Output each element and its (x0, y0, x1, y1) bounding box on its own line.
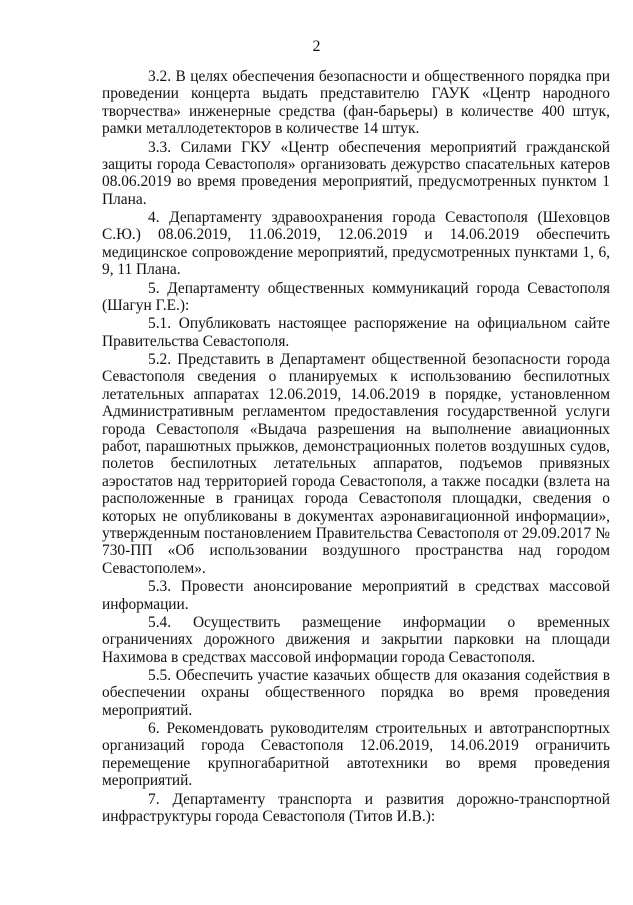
document-body (102, 68, 610, 826)
paragraph-5-1: 5.1. Опубликовать настоящее распоряжение на официальном сайте Правительства Севастополя. (102, 315, 610, 350)
paragraph-3-2: 3.2. В целях обеспечения безопасности и общественного порядка при проведении концерта выдать представителю ГАУК «Центр народного творчества» инженерные средства (фан-барьеры) в количестве 400 штук, рамки металлодетекторов в количестве 14 штук. (102, 68, 610, 138)
paragraph-5: 5. Департаменту общественных коммуникаций города Севастополя (Шагун Г.Е.): (102, 279, 610, 314)
paragraph-5-4: 5.4. Осуществить размещение информации о временных ограничениях дорожного движения и закрытии парковки на площади Нахимова в средствах массовой информации города Севастополя. (102, 613, 610, 666)
page-number: 2 (312, 38, 321, 55)
paragraph-5-2: 5.2. Представить в Департамент общественной безопасности города Севастополя сведения о планируемых к использованию беспилотных летательных аппаратах 12.06.2019, 14.06.2019 в порядке, установленном Административным регламентом предоставления государственной услуги города Севастополя «Выдача разрешения на выполнение авиационных работ, парашютных прыжков, демонстрационных полетов воздушных судов, полетов беспилотных летательных аппаратов, подъемов привязных аэростатов над территорией города Севастополя, а также посадки (взлета на расположенные в границах города Севастополя площадки, сведения о которых не опубликованы в документах аэронавигационной информации», утвержденным постановлением Правительства Севастополя от 29.09.2017 № 730-ПП «Об использовании воздушного пространства над городом Севастополем». (102, 350, 610, 577)
paragraph-6: 6. Рекомендовать руководителям строительных и автотранспортных организаций города Севастополя 12.06.2019, 14.06.2019 ограничить перемещение крупногабаритной автотехники во время проведения мероприятий. (102, 720, 610, 790)
paragraph-5-5: 5.5. Обеспечить участие казачьих обществ для оказания содействия в обеспечении охраны общественного порядка во время проведения мероприятий. (102, 666, 610, 719)
paragraph-4: 4. Департаменту здравоохранения города Севастополя (Шеховцов С.Ю.) 08.06.2019, 11.06.2019, 12.06.2019 и 14.06.2019 обеспечить медицинское сопровождение мероприятий, предусмотренных пунктами 1, 6, 9, 11 Плана. (102, 209, 610, 279)
paragraph-7: 7. Департаменту транспорта и развития дорожно-транспортной инфраструктуры города Севастополя (Титов И.В.): (102, 790, 610, 825)
paragraph-3-3: 3.3. Силами ГКУ «Центр обеспечения мероприятий гражданской защиты города Севастополя» организовать дежурство спасательных катеров 08.06.2019 во время проведения мероприятий, предусмотренных пунктом 1 Плана. (102, 138, 610, 208)
paragraph-5-3: 5.3. Провести анонсирование мероприятий в средствах массовой информации. (102, 578, 610, 613)
